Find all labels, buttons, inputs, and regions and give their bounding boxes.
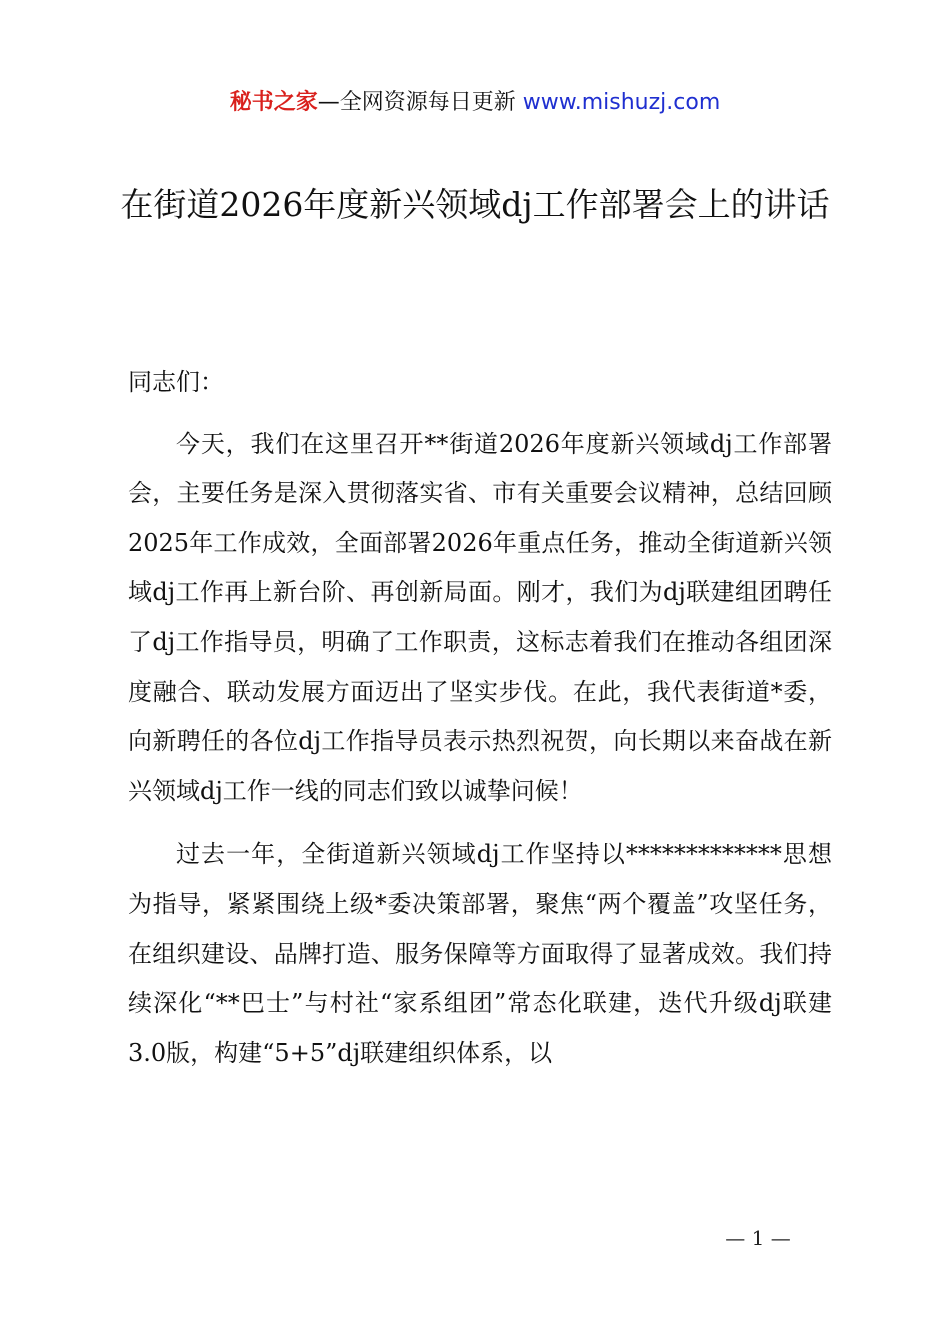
- document-title: 在街道2026年度新兴领域dj工作部署会上的讲话: [120, 185, 830, 224]
- brand-name: 秘书之家: [229, 90, 318, 115]
- salutation: 同志们：: [128, 368, 224, 396]
- banner-tagline: —全网资源每日更新: [317, 90, 523, 115]
- site-url-link[interactable]: www.mishuzj.com: [522, 90, 721, 115]
- site-banner: [0, 86, 950, 120]
- page-number: — 1 —: [725, 1226, 791, 1250]
- body-paragraph: 今天，我们在这里召开**街道2026年度新兴领域dj工作部署会，主要任务是深入贯彻落实省、市有关重要会议精神，总结回顾2025年工作成效，全面部署2026年重点任务，推动全街道新兴领域dj工作再上新台阶、再创新局面。刚才，我们为dj联建组团聘任了dj工作指导员，明确了工作职责，这标志着我们在推动各组团深度融合、联动发展方面迈出了坚实步伐。在此，我代表街道*委，向新聘任的各位dj工作指导员表示热烈祝贺，向长期以来奋战在新兴领域dj工作一线的同志们致以诚挚问候！: [128, 429, 832, 805]
- document-body: [128, 358, 832, 1078]
- body-paragraph: 过去一年，全街道新兴领域dj工作坚持以*************思想为指导，紧紧围绕上级*委决策部署，聚焦“两个覆盖”攻坚任务，在组织建设、品牌打造、服务保障等方面取得了显著成效。我们持续深化“**巴士”与村社“家系组团”常态化联建，迭代升级dj联建3.0版，构建“5+5”dj联建组织体系，以: [128, 840, 832, 1067]
